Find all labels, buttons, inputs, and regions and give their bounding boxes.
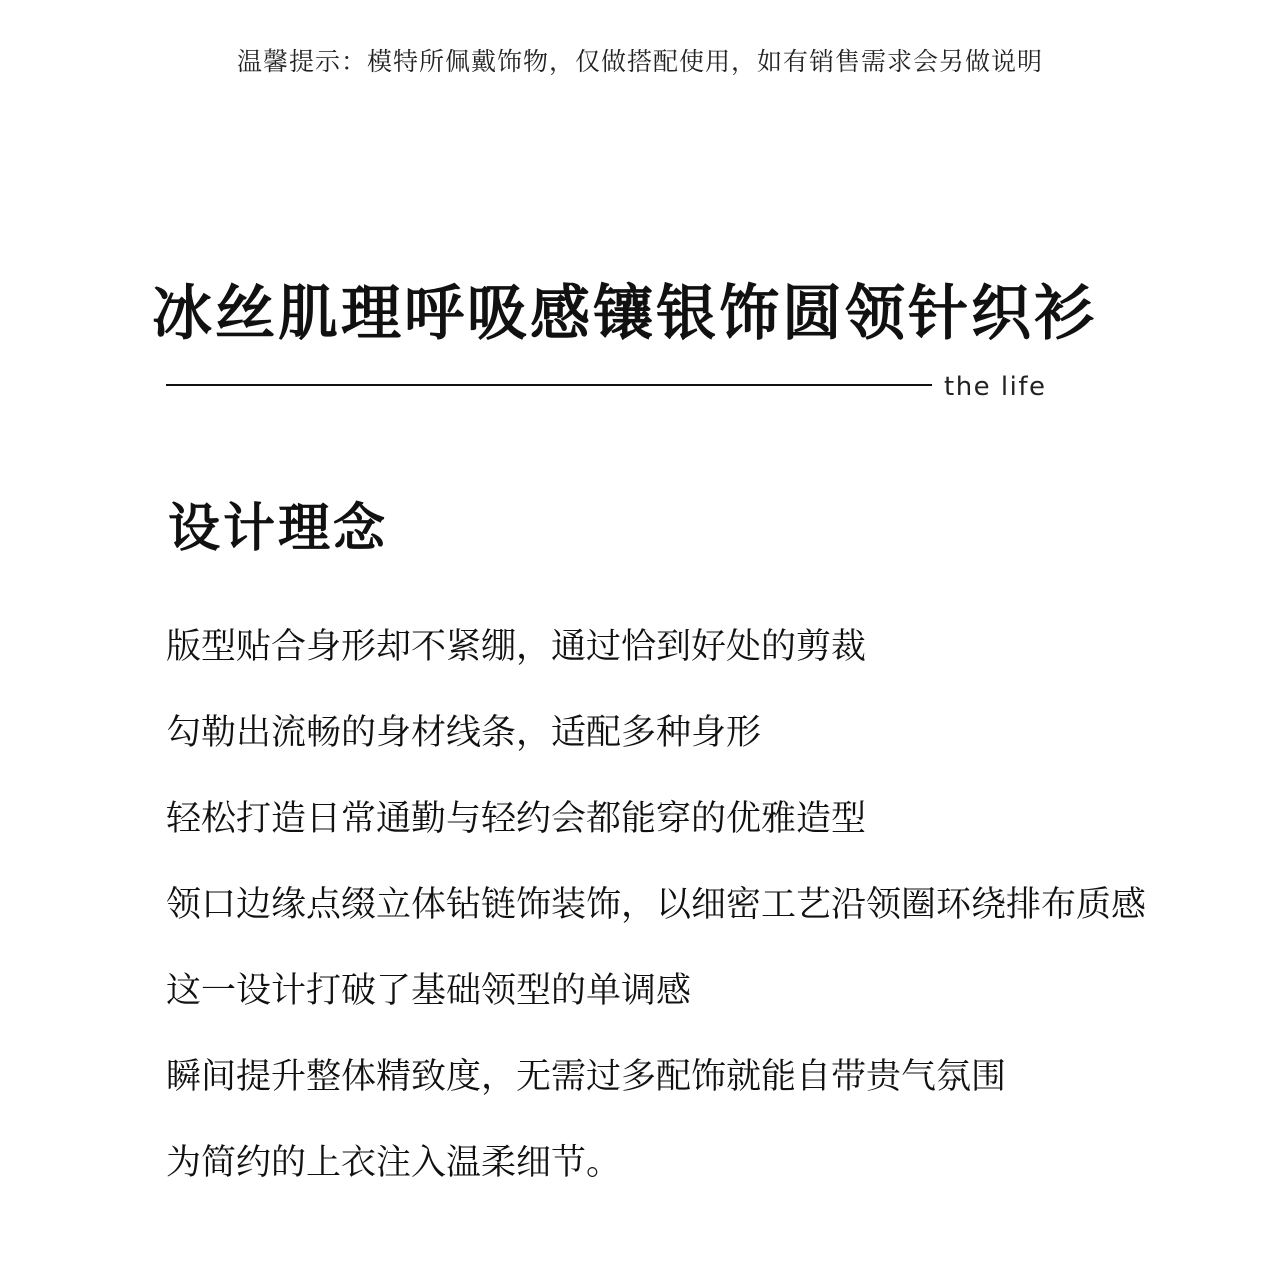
title-divider (166, 384, 932, 386)
tagline: the life (944, 372, 1047, 402)
page-title: 冰丝肌理呼吸感镶银饰圆领针织衫 (152, 279, 1097, 349)
section-heading: 设计理念 (168, 499, 389, 559)
description-line: 瞬间提升整体精致度，无需过多配饰就能自带贵气氛围 (166, 1057, 1007, 1097)
description-line: 为简约的上衣注入温柔细节。 (166, 1143, 622, 1183)
description-line: 轻松打造日常通勤与轻约会都能穿的优雅造型 (166, 799, 867, 839)
description-line: 这一设计打破了基础领型的单调感 (166, 971, 692, 1011)
notice-text: 温馨提示：模特所佩戴饰物，仅做搭配使用，如有销售需求会另做说明 (236, 47, 1043, 76)
description-line: 勾勒出流畅的身材线条，适配多种身形 (166, 713, 762, 753)
design-description (166, 622, 1266, 1224)
description-line: 领口边缘点缀立体钻链饰装饰，以细密工艺沿领圈环绕排布质感 (166, 885, 1147, 925)
description-line: 版型贴合身形却不紧绷，通过恰到好处的剪裁 (166, 627, 867, 667)
